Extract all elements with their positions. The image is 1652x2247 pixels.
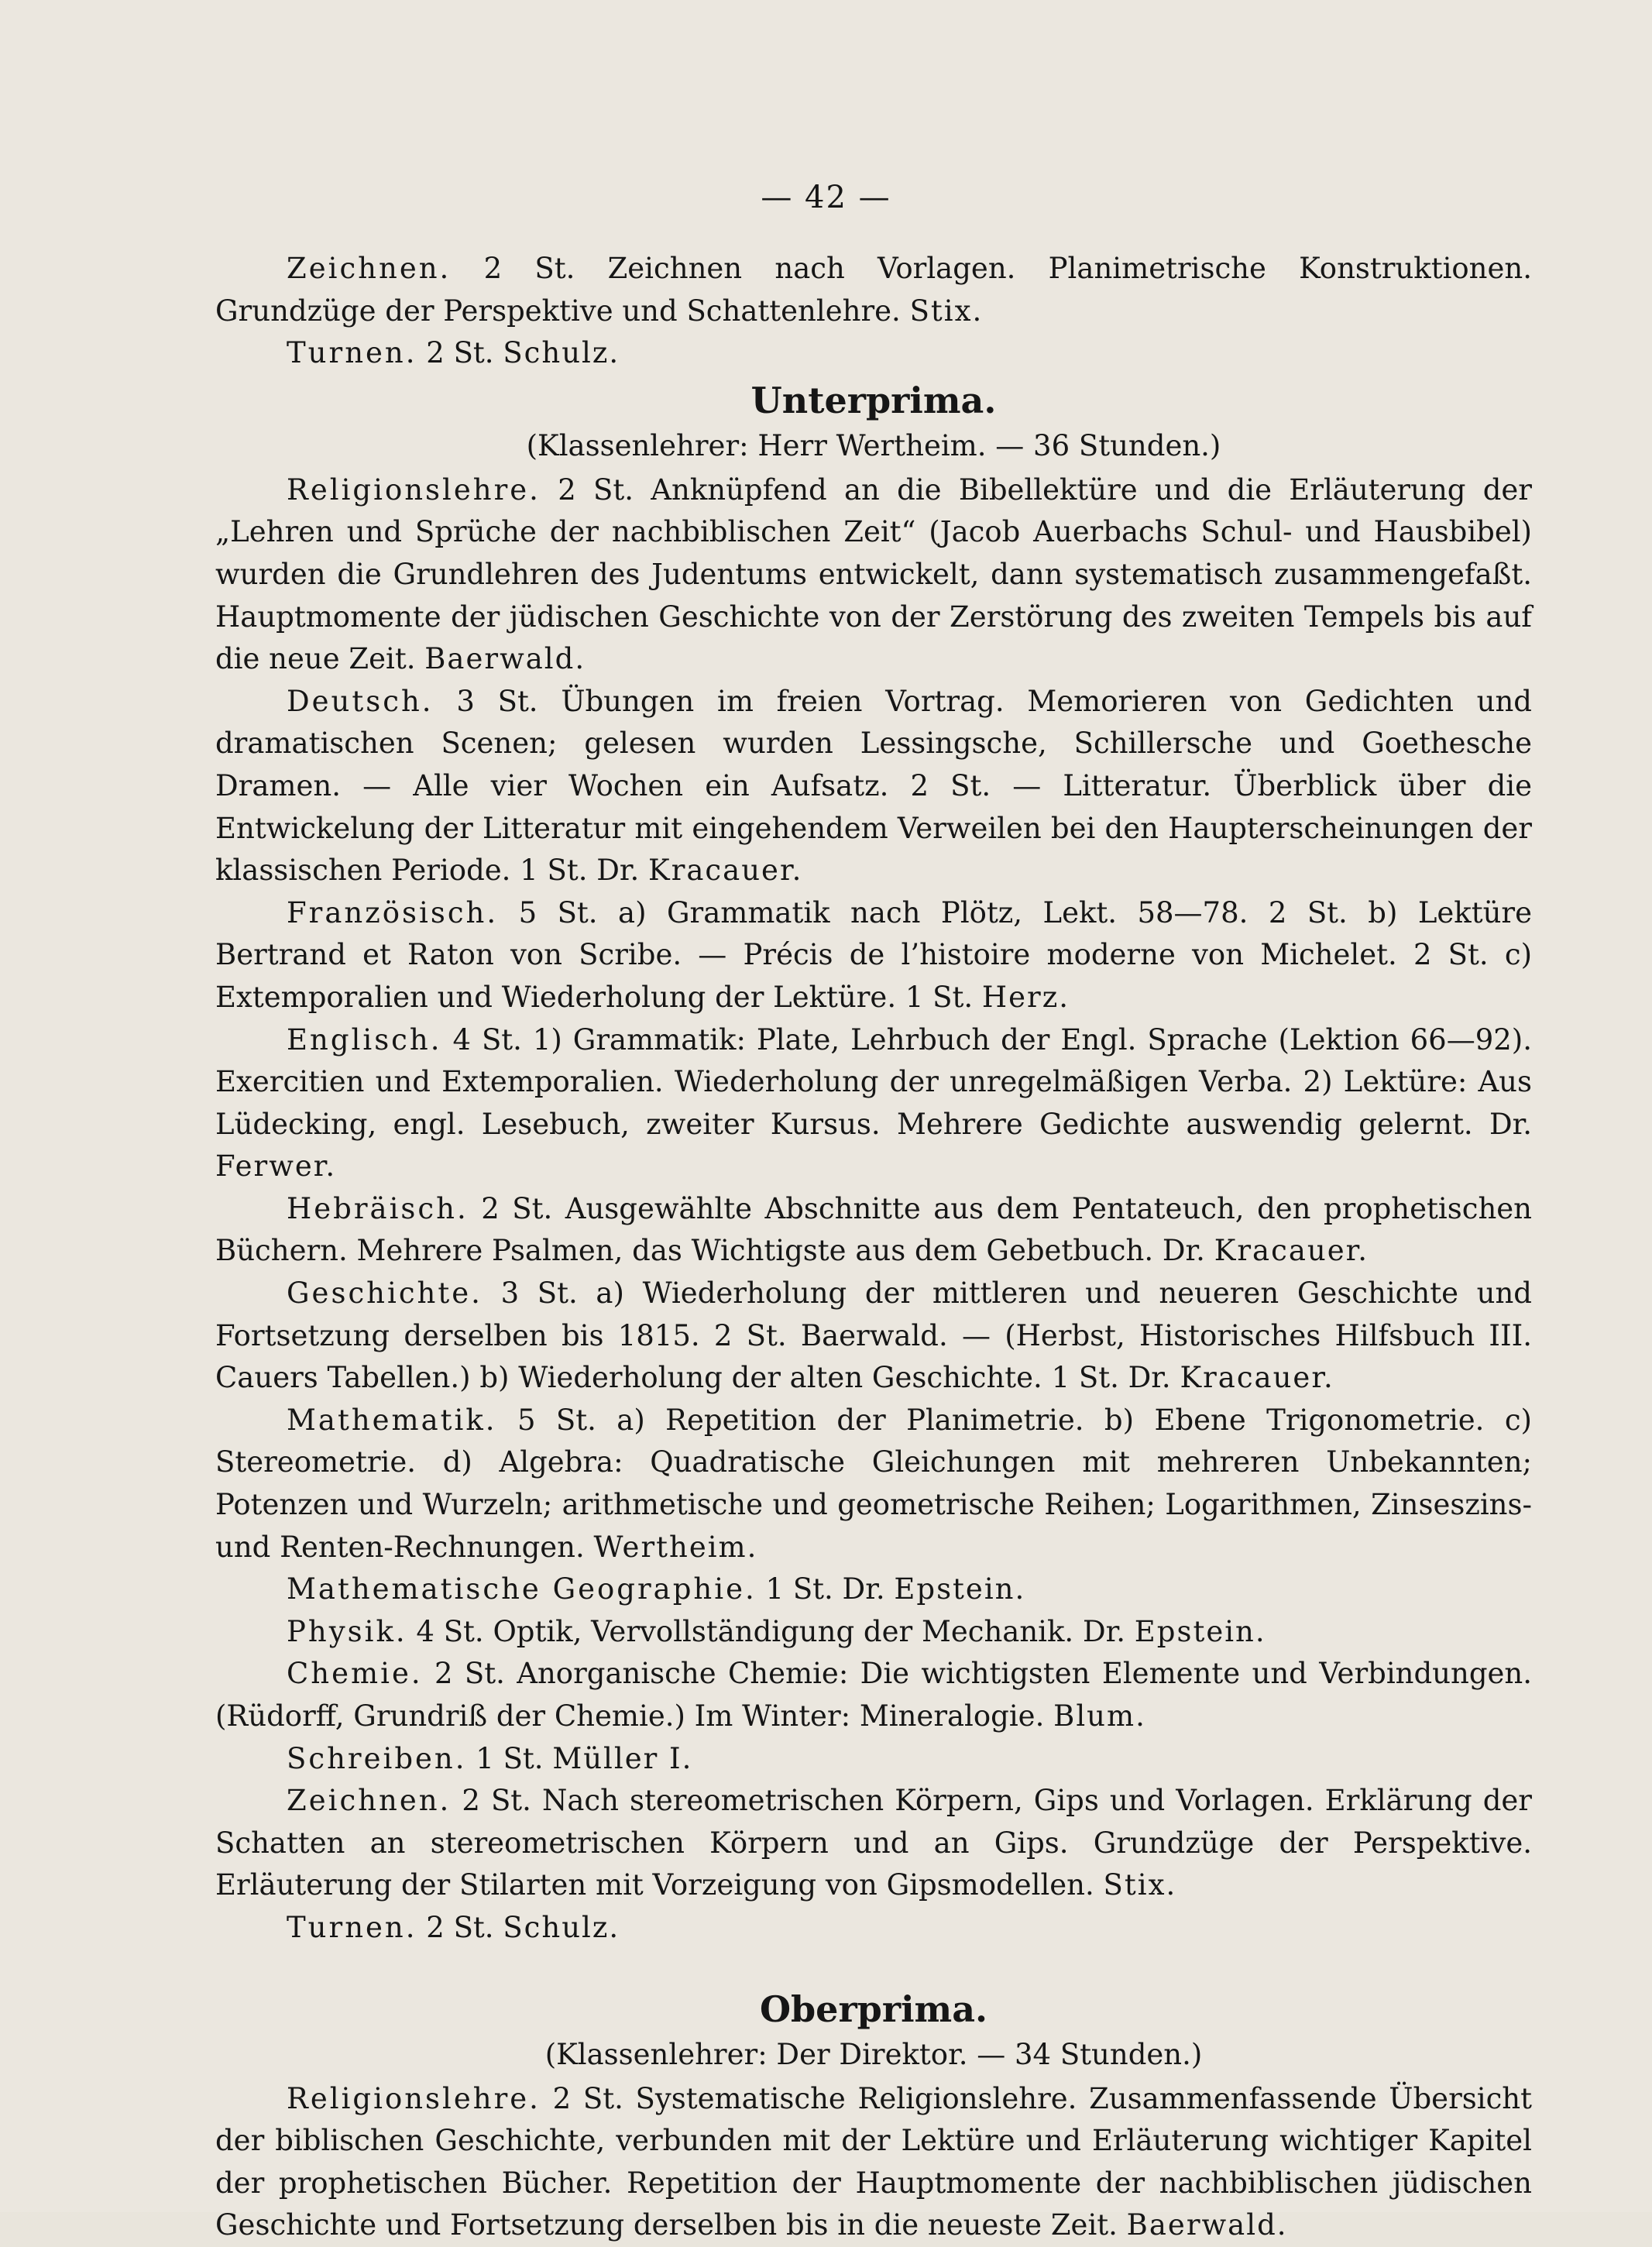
- subject-text: Zeichnen nach Vorlagen. Planimetrische Konstruktionen. Grundzüge der Perspektive und Schattenlehre.: [215, 252, 1532, 328]
- subject-text: 2 St.: [426, 1910, 494, 1944]
- subject-label: Hebräisch.: [287, 1191, 469, 1225]
- subject-hours: 2 St.: [426, 336, 494, 370]
- section-title-oberprima: Oberprima.: [759, 1988, 988, 2030]
- teacher-name: Schulz.: [503, 1910, 620, 1944]
- teacher-name: Müller I.: [552, 1741, 693, 1775]
- subject-paragraph: [215, 1653, 1532, 1737]
- subject-paragraph: [215, 1611, 1532, 1654]
- subject-label: Mathematik.: [287, 1403, 497, 1437]
- page-body: [215, 248, 1532, 2247]
- teacher-name: Stix.: [1103, 1868, 1177, 1902]
- subject-label: Religionslehre.: [287, 472, 541, 507]
- teacher-name: Epstein.: [1134, 1614, 1266, 1648]
- subject-text: 2 St. Anknüpfend an die Bibellektüre und die Erläuterung der „Lehren und Sprüche der nachbiblischen Zeit“ (Jacob Auerbachs Schul- und Hausbibel) wurden die Grundlehren des Judentums entwickelt, dann systematisch zusammengefaßt. Hauptmomente der jüdischen Geschichte von der Zerstörung des zweiten Tempels bis auf die neue Zeit.: [215, 472, 1532, 676]
- subject-label: Geschichte.: [287, 1276, 483, 1311]
- subject-hours: 2 St.: [483, 252, 575, 285]
- section-subtitle-unterprima: (Klassenlehrer: Herr Wertheim. — 36 Stunden.): [526, 428, 1221, 462]
- teacher-name: Epstein.: [894, 1572, 1026, 1606]
- subject-paragraph: [215, 1568, 1532, 1611]
- subject-text: 5 St. a) Repetition der Planimetrie. b) Ebene Trigonometrie. c) Stereometrie. d) Algebra: Quadratische Gleichungen mit mehreren Unbekannten; Potenzen und Wurzeln; arithmetische und geometrische Reihen; Logarithmen, Zinseszins- und Renten-Rechnungen.: [215, 1403, 1532, 1564]
- page-number: — 42 —: [761, 180, 891, 215]
- subject-label: Turnen.: [287, 336, 417, 370]
- subject-paragraph: [215, 892, 1532, 1019]
- teacher-name: Herz.: [981, 980, 1070, 1014]
- subject-label: Turnen.: [287, 1910, 417, 1944]
- teacher-name: Stix.: [909, 294, 984, 328]
- subject-text: 1 St.: [476, 1741, 544, 1775]
- subject-paragraph: [215, 1273, 1532, 1400]
- subject-text: 3 St. a) Wiederholung der mittleren und neueren Geschichte und Fortsetzung derselben bis 1815. 2 St. Baerwald. — (Herbst, Historisches Hilfsbuch III. Cauers Tabellen.) b) Wiederholung der alten Geschichte. 1 St. Dr.: [215, 1276, 1532, 1395]
- subject-text: 4 St. Optik, Vervollständigung der Mechanik. Dr.: [416, 1614, 1125, 1648]
- subject-label: Physik.: [287, 1614, 407, 1648]
- subject-label: Chemie.: [287, 1657, 423, 1691]
- subject-paragraph: [215, 1780, 1532, 1907]
- subject-text: 2 St. Systematische Religionslehre. Zusammenfassende Übersicht der biblischen Geschichte, verbunden mit der Lektüre und Erläuterung wichtiger Kapitel der prophetischen Bücher. Repetition der Hauptmomente der nachbiblischen jüdischen Geschichte und Fortsetzung derselben bis in die neueste Zeit.: [215, 2081, 1532, 2242]
- teacher-name: Blum.: [1053, 1699, 1146, 1733]
- teacher-name: Baerwald.: [424, 642, 586, 676]
- subject-label: Deutsch.: [287, 684, 434, 718]
- teacher-name: Baerwald.: [1126, 2208, 1288, 2242]
- subject-paragraph: [215, 2078, 1532, 2247]
- subject-paragraph: [215, 1738, 1532, 1781]
- teacher-name: Ferwer.: [215, 1149, 337, 1184]
- teacher-name: Kracauer.: [1180, 1361, 1334, 1395]
- section-subtitle-oberprima: (Klassenlehrer: Der Direktor. — 34 Stunden.): [544, 2037, 1203, 2071]
- subject-text: 2 St. Anorganische Chemie: Die wichtigsten Elemente und Verbindungen. (Rüdorff, Grundriß der Chemie.) Im Winter: Mineralogie.: [215, 1657, 1532, 1733]
- teacher-name: Schulz.: [503, 336, 620, 370]
- subject-paragraph: [215, 1188, 1532, 1273]
- section-title-unterprima: Unterprima.: [750, 379, 997, 421]
- subject-text: 2 St. Nach stereometrischen Körpern, Gips und Vorlagen. Erklärung der Schatten an stereometrischen Körpern und an Gips. Grundzüge der Perspektive. Erläuterung der Stilarten mit Vorzeigung von Gipsmodellen.: [215, 1784, 1532, 1902]
- subject-text: 4 St. 1) Grammatik: Plate, Lehrbuch der Engl. Sprache (Lektion 66—92). Exercitien und Extemporalien. Wiederholung der unregelmäßigen Verba. 2) Lektüre: Aus Lüdecking, engl. Lesebuch, zweiter Kursus. Mehrere Gedichte auswendig gelernt. Dr.: [215, 1022, 1532, 1141]
- paragraph-intro-zeichnen: [215, 248, 1532, 332]
- subject-label: Englisch.: [287, 1022, 442, 1057]
- subject-label: Französisch.: [287, 895, 499, 929]
- subject-label: Mathematische Geographie.: [287, 1572, 757, 1606]
- subject-paragraph: [215, 469, 1532, 681]
- subject-text: 3 St. Übungen im freien Vortrag. Memorieren von Gedichten und dramatischen Scenen; gelesen wurden Lessingsche, Schillersche und Goethesche Dramen. — Alle vier Wochen ein Aufsatz. 2 St. — Litteratur. Überblick über die Entwickelung der Litteratur mit eingehendem Verweilen bei den Haupterscheinungen der klassischen Periode. 1 St. Dr.: [215, 684, 1532, 888]
- subject-paragraph: [215, 1907, 1532, 1950]
- subject-paragraph: [215, 1400, 1532, 1568]
- subject-label: Religionslehre.: [287, 2081, 541, 2115]
- teacher-name: Kracauer.: [1214, 1234, 1369, 1268]
- teacher-name: Wertheim.: [593, 1530, 758, 1564]
- subject-label: Zeichnen.: [287, 252, 452, 285]
- subject-text: 5 St. a) Grammatik nach Plötz, Lekt. 58—78. 2 St. b) Lektüre Bertrand et Raton von Scribe. — Précis de l’histoire moderne von Michelet. 2 St. c) Extemporalien und Wiederholung der Lektüre. 1 St.: [215, 895, 1532, 1014]
- subject-text: 2 St. Ausgewählte Abschnitte aus dem Pentateuch, den prophetischen Büchern. Mehrere Psalmen, das Wichtigste aus dem Gebetbuch. Dr.: [215, 1191, 1532, 1268]
- paragraph-intro-turnen: [215, 332, 1532, 375]
- teacher-name: Kracauer.: [648, 854, 803, 888]
- subject-paragraph: [215, 1019, 1532, 1188]
- section-gap: [215, 1950, 1532, 1984]
- subject-label: Schreiben.: [287, 1741, 467, 1775]
- subject-label: Zeichnen.: [287, 1784, 452, 1818]
- subject-paragraph: [215, 681, 1532, 892]
- subject-text: 1 St. Dr.: [765, 1572, 885, 1606]
